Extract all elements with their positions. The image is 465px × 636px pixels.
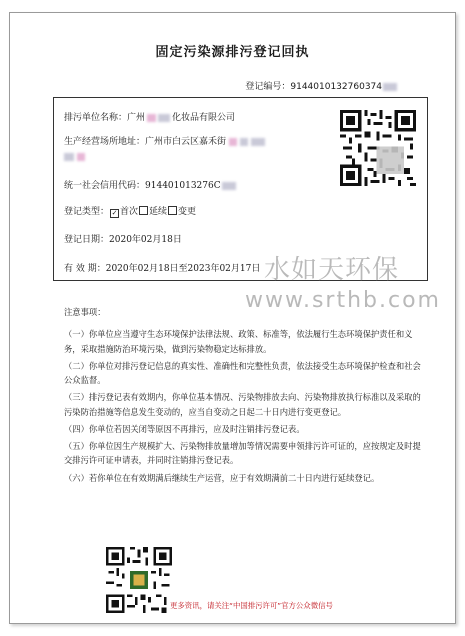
- registration-type-row: [64, 204, 196, 218]
- redaction: [64, 153, 74, 161]
- unit-name-row: [64, 110, 235, 123]
- footer-note: 更多资讯，请关注“中国排污许可”官方公众微信号: [170, 601, 333, 610]
- credit-code-row: [64, 178, 236, 191]
- note-item: （六）若你单位在有效期满后继续生产运营，应于有效期满前二十日内进行延续登记。: [64, 472, 380, 483]
- registration-type-renewal: 延续: [149, 207, 168, 217]
- qr-code-icon: [340, 110, 416, 186]
- unit-name-value-end: 化妆品有限公司: [172, 113, 236, 123]
- redaction: [158, 114, 170, 122]
- notes-section: [64, 305, 426, 488]
- address-row: [64, 134, 265, 147]
- registration-type-label: 登记类型：: [64, 207, 110, 217]
- redaction: [383, 83, 397, 91]
- checkbox-renewal: [139, 206, 148, 215]
- note-item: （五）你单位因生产规模扩大、污染物排放量增加等情况需要申领排污许可证的，应按规定及时提交排污许可证申请表，并同时注销排污登记表。: [64, 441, 421, 466]
- redaction: [240, 138, 248, 146]
- credit-code-label: 统一社会信用代码：: [64, 181, 146, 191]
- note-item: （三）排污登记表有效期内，你单位基本情况、污染物排放去向、污染物排放执行标准以及采取的污染防治措施等信息发生变动的，应当自变动之日起二十日内进行变更登记。: [64, 392, 421, 417]
- checkbox-change: [168, 206, 177, 215]
- redaction: [147, 114, 156, 122]
- registration-number: [245, 79, 397, 92]
- validity-value: 2020年02月18日至2023年02月17日: [105, 264, 261, 274]
- registration-number-label: 登记编号：: [245, 82, 291, 92]
- registration-number-value: 9144010132760374: [290, 82, 382, 92]
- registration-date-value: 2020年02月18日: [109, 235, 182, 245]
- address-row-continued: [64, 152, 85, 162]
- watermark-url: www.srthb.com: [245, 288, 441, 313]
- registration-type-first: 首次: [120, 207, 139, 217]
- note-item: （一）你单位应当遵守生态环境保护法律法规、政策、标准等，依法履行生态环境保护责任和义务，采取措施防治环境污染，做到污染物稳定达标排放。: [64, 329, 413, 354]
- note-item: （二）你单位对排污登记信息的真实性、准确性和完整性负责，依法接受生态环境保护检查和社会公众监督。: [64, 360, 421, 386]
- document-title: 固定污染源排污登记回执: [155, 45, 310, 60]
- note-item: （四）你单位若因关闭等原因不再排污，应及时注销排污登记表。: [64, 423, 305, 434]
- address-label: 生产经营场所地址：: [64, 137, 146, 147]
- unit-name-label: 排污单位名称：: [64, 113, 128, 123]
- credit-code-value: 914401013276C: [145, 181, 221, 191]
- wechat-qr-code-icon: [106, 547, 172, 613]
- validity-row: [64, 261, 260, 274]
- checkbox-first-time-checked: ✓: [111, 209, 118, 217]
- redaction: [222, 182, 236, 190]
- registration-date-label: 登记日期：: [64, 235, 110, 245]
- registration-receipt: [9, 12, 456, 624]
- registration-date-row: [64, 232, 182, 245]
- notes-heading: 注意事项：: [64, 307, 106, 317]
- redaction: [77, 153, 85, 161]
- unit-name-value-start: 广州: [127, 113, 146, 123]
- validity-label: 有 效 期：: [64, 264, 106, 274]
- redaction: [229, 138, 237, 146]
- registration-type-change: 变更: [178, 207, 197, 217]
- address-value: 广州市白云区嘉禾街: [145, 137, 227, 147]
- watermark-text: 水如天环保: [264, 255, 400, 285]
- redaction: [251, 138, 265, 146]
